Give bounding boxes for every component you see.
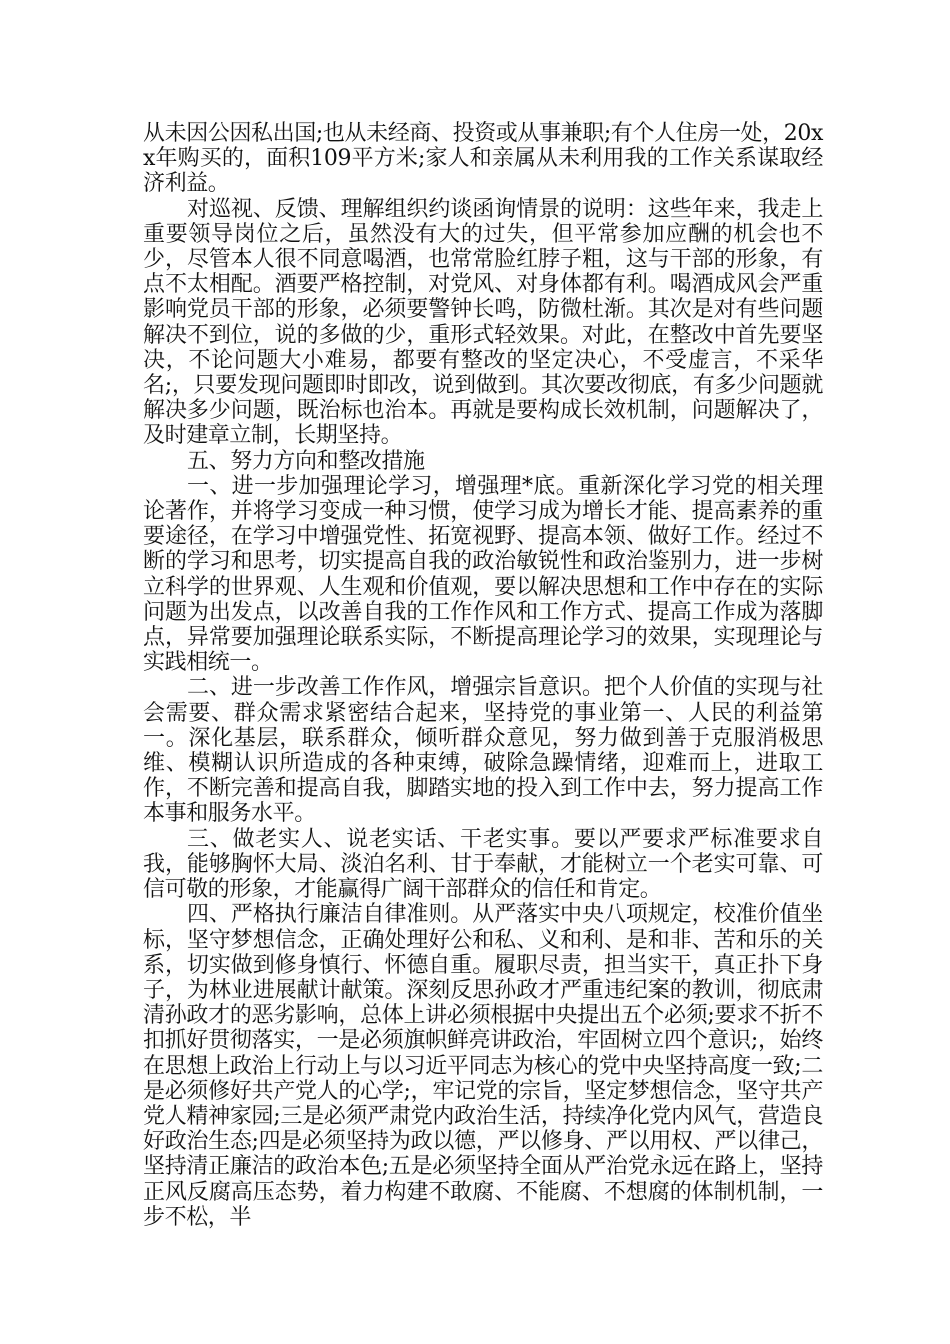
section-heading-rectification-measures: 五、努力方向和整改措施 [187,448,425,474]
paragraph-measure-3-honesty: 三、做老实人、说老实话、干老实事。要以严要求严标准要求自我，能够胸怀大局、淡泊名利、甘于奉献，才能树立一个老实可靠、可信可敬的形象，才能赢得广阔干部群众的信任和肯定。 [143,826,823,903]
paragraph-measure-4-integrity: 四、严格执行廉洁自律准则。从严落实中央八项规定，校准价值坐标，坚守梦想信念，正确处理好公和私、义和利、是和非、苦和乐的关系，切实做到修身慎行、怀德自重。履职尽责，担当实干，真正扑下身子，为林业进展献计献策。深刻反思孙政才严重违纪案的教训，彻底肃清孙政才的恶劣影响，总体上讲必须根据中央提出五个必须;要求不折不扣抓好贯彻落实，一是必须旗帜鲜亮讲政治，牢固树立四个意识;，始终在思想上政治上行动上与以习近平同志为核心的党中央坚持高度一致;二是必须修好共产党人的心学;，牢记党的宗旨，坚定梦想信念，坚守共产党人精神家园;三是必须严肃党内政治生活，持续净化党内风气，营造良好政治生态;四是必须坚持为政以德，严以修身、严以用权、严以律己，坚持清正廉洁的政治本色;五是必须坚持全面从严治党永远在路上，坚持正风反腐高压态势，着力构建不敢腐、不能腐、不想腐的体制机制，一步不松，半 [143,902,823,1230]
document-body [143,121,823,1230]
paragraph-measure-2-work-style: 二、进一步改善工作作风，增强宗旨意识。把个人价值的实现与社会需要、群众需求紧密结合起来，坚持党的事业第一、人民的利益第一。深化基层，联系群众，倾听群众意见，努力做到善于克服消极思维、模糊认识所造成的各种束缚，破除急躁情绪，迎难而上，进取工作，不断完善和提高自我，脚踏实地的投入到工作中去，努力提高工作本事和服务水平。 [143,675,823,827]
paragraph-personal-declaration: 从未因公因私出国;也从未经商、投资或从事兼职;有个人住房一处，20xx年购买的，面积109平方米;家人和亲属从未利用我的工作关系谋取经济利益。 [143,121,823,197]
paragraph-inspection-explanation: 对巡视、反馈、理解组织约谈函询情景的说明：这些年来，我走上重要领导岗位之后，虽然没有大的过失，但平常参加应酬的机会也不少，尽管本人很不同意喝酒，也常常脸红脖子粗，这与干部的形象，有点不太相配。酒要严格控制，对党风、对身体都有利。喝酒成风会严重影响党员干部的形象，必须要警钟长鸣，防微杜渐。其次是对有些问题解决不到位，说的多做的少，重形式轻效果。对此，在整改中首先要坚决，不论问题大小难易，都要有整改的坚定决心，不受虚言，不采华名;，只要发现问题即时即改，说到做到。其次要改彻底，有多少问题就解决多少问题，既治标也治本。再就是要构成长效机制，问题解决了，及时建章立制，长期坚持。 [143,196,823,449]
paragraph-measure-1-theory-study: 一、进一步加强理论学习，增强理*底。重新深化学习党的相关理论著作，并将学习变成一种习惯，使学习成为增长才能、提高素养的重要途径，在学习中增强党性、拓宽视野、提高本领、做好工作。经过不断的学习和思考，切实提高自我的政治敏锐性和政治鉴别力，进一步树立科学的世界观、人生观和价值观，要以解决思想和工作中存在的实际问题为出发点，以改善自我的工作作风和工作方式、提高工作成为落脚点，异常要加强理论联系实际，不断提高理论学习的效果，实现理论与实践相统一。 [143,473,823,676]
